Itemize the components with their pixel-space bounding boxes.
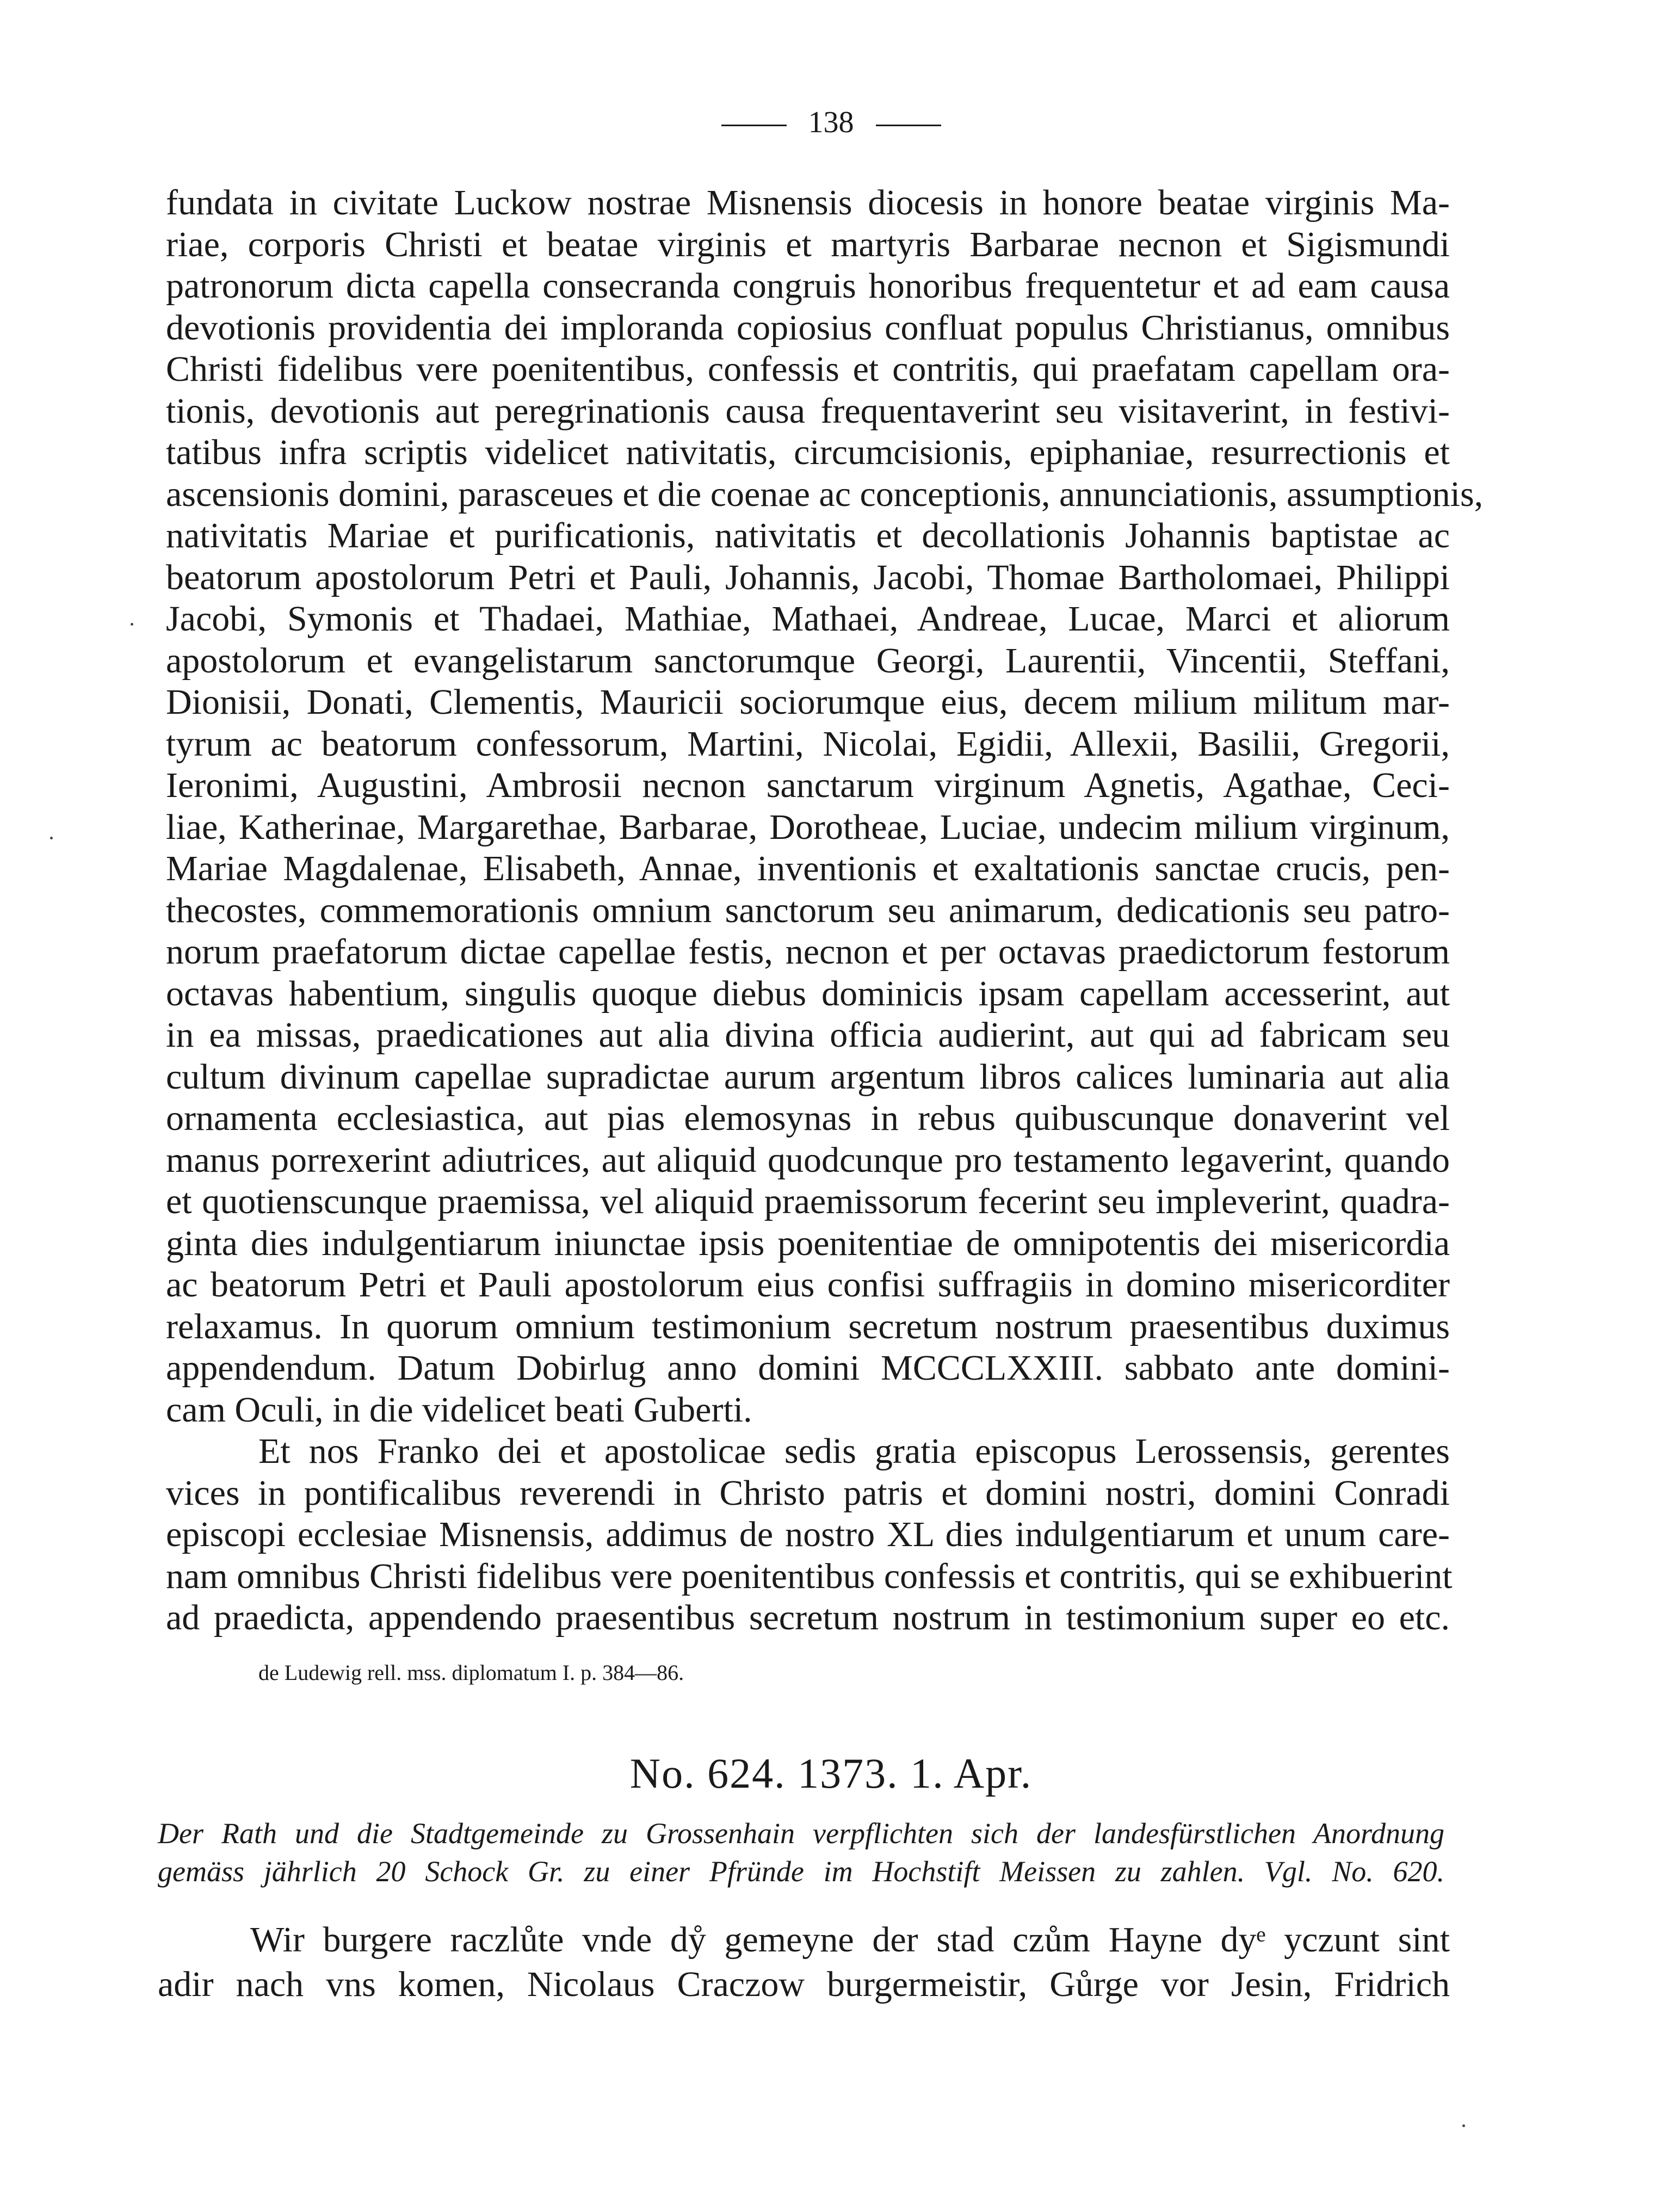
header-dash-right (876, 125, 941, 126)
text-line: octavas habentium, singulis quoque diebus dominicis ipsam capellam accesserint, aut (166, 973, 1450, 1014)
text-line: tatibus infra scriptis videlicet nativitatis, circumcisionis, epiphaniae, resurrectionis et (166, 432, 1450, 472)
text-line: Mariae Magdalenae, Elisabeth, Annae, inventionis et exaltationis sanctae crucis, pen- (166, 849, 1450, 888)
text-line: nativitatis Mariae et purificationis, nativitatis et decollationis Johannis baptistae ac (166, 516, 1450, 555)
text-line: et quotienscunque praemissa, vel aliquid praemissorum fecerint seu impleverint, quadra- (166, 1182, 1450, 1221)
text-line: thecostes, commemorationis omnium sanctorum seu animarum, dedicationis seu patro- (166, 890, 1450, 930)
page-header (0, 103, 1662, 141)
text-line: fundata in civitate Luckow nostrae Misnensis diocesis in honore beatae virginis Ma- (166, 183, 1450, 223)
scan-speck (50, 837, 53, 839)
text-line: Jacobi, Symonis et Thadaei, Mathiae, Mathaei, Andreae, Lucae, Marci et aliorum (166, 599, 1450, 639)
text-line: Christi fidelibus vere poenitentibus, confessis et contritis, qui praefatam capellam ora- (166, 349, 1450, 389)
document-heading: No. 624. 1373. 1. Apr. (629, 1750, 1033, 1797)
source-note: de Ludewig rell. mss. diplomatum I. p. 384—86. (258, 1660, 684, 1685)
text-line: devotionis providentia dei imploranda copiosius confluat populus Christianus, omnibus (166, 307, 1450, 348)
scan-speck (1462, 2124, 1465, 2127)
regest-line: Der Rath und die Stadtgemeinde zu Grossenhain verpflichten sich der landesfürstlichen Anordnung (158, 1817, 1444, 1850)
text-line: apostolorum et evangelistarum sanctorumque Georgi, Laurentii, Vincentii, Steffani, (166, 640, 1450, 681)
text-line: in ea missas, praedicationes aut alia divina officia audierint, aut qui ad fabricam seu (166, 1015, 1450, 1055)
page-number: 138 (808, 106, 854, 139)
text-line: ad praedicta, appendendo praesentibus secretum nostrum in testimonium super eo etc. (166, 1598, 1450, 1638)
text-line: Wir burgere raczlůte vnde dẙ gemeyne der stad czům Hayne dyᵉ yczunt sint (250, 1920, 1450, 1960)
text-line: liae, Katherinae, Margarethae, Barbarae, Dorotheae, Luciae, undecim milium virginum, (166, 807, 1450, 847)
text-line: ornamenta ecclesiastica, aut pias elemosynas in rebus quibuscunque donaverint vel (166, 1098, 1450, 1138)
text-line: ac beatorum Petri et Pauli apostolorum eius confisi suffragiis in domino misericorditer (166, 1265, 1450, 1305)
text-line: Et nos Franko dei et apostolicae sedis gratia episcopus Lerossensis, gerentes (258, 1431, 1450, 1471)
text-line: Ieronimi, Augustini, Ambrosii necnon sanctarum virginum Agnetis, Agathae, Ceci- (166, 765, 1450, 805)
text-line: manus porrexerint adiutrices, aut aliquid quodcunque pro testamento legaverint, quando (166, 1140, 1450, 1180)
text-line: riae, corporis Christi et beatae virginis et martyris Barbarae necnon et Sigismundi (166, 224, 1450, 264)
text-line: Dionisii, Donati, Clementis, Mauricii sociorumque eius, decem milium militum mar- (166, 682, 1450, 722)
text-line: episcopi ecclesiae Misnensis, addimus de nostro XL dies indulgentiarum et unum care- (166, 1515, 1450, 1554)
text-line: nam omnibus Christi fidelibus vere poenitentibus confessis et contritis, qui se exhibuerint (166, 1556, 1453, 1596)
text-line: patronorum dicta capella consecranda congruis honoribus frequentetur et ad eam causa (166, 266, 1450, 306)
text-line: norum praefatorum dictae capellae festis, necnon et per octavas praedictorum festorum (166, 932, 1450, 972)
main-text-block (166, 182, 1484, 1639)
text-line: adir nach vns komen, Nicolaus Craczow burgermeistir, Gůrge vor Jesin, Fridrich (158, 1964, 1450, 2004)
scan-speck (131, 623, 133, 626)
text-line: cultum divinum capellae supradictae aurum argentum libros calices luminaria aut alia (166, 1056, 1450, 1097)
text-line: appendendum. Datum Dobirlug anno domini MCCCLXXIII. sabbato ante domini- (166, 1348, 1450, 1388)
text-line: vices in pontificalibus reverendi in Christo patris et domini nostri, domini Conradi (166, 1473, 1450, 1513)
text-line: tionis, devotionis aut peregrinationis causa frequentaverint seu visitaverint, in festivi- (166, 391, 1450, 431)
header-dash-left (721, 125, 787, 126)
regest-summary (158, 1814, 1444, 1890)
text-line: beatorum apostolorum Petri et Pauli, Johannis, Jacobi, Thomae Bartholomaei, Philippi (166, 557, 1450, 597)
document-text-block (158, 1918, 1450, 2007)
text-line: ginta dies indulgentiarum iniunctae ipsis poenitentiae de omnipotentis dei misericordia (166, 1223, 1450, 1263)
regest-line: gemäss jährlich 20 Schock Gr. zu einer Pfründe im Hochstift Meissen zu zahlen. Vgl. No. 620. (158, 1855, 1444, 1888)
text-line: tyrum ac beatorum confessorum, Martini, Nicolai, Egidii, Allexii, Basilii, Gregorii, (166, 724, 1450, 764)
text-line: relaxamus. In quorum omnium testimonium secretum nostrum praesentibus duximus (166, 1306, 1450, 1346)
text-line: ascensionis domini, parasceues et die coenae ac conceptionis, annunciationis, assumptionis, (166, 474, 1484, 514)
text-line: cam Oculi, in die videlicet beati Guberti. (166, 1389, 752, 1430)
